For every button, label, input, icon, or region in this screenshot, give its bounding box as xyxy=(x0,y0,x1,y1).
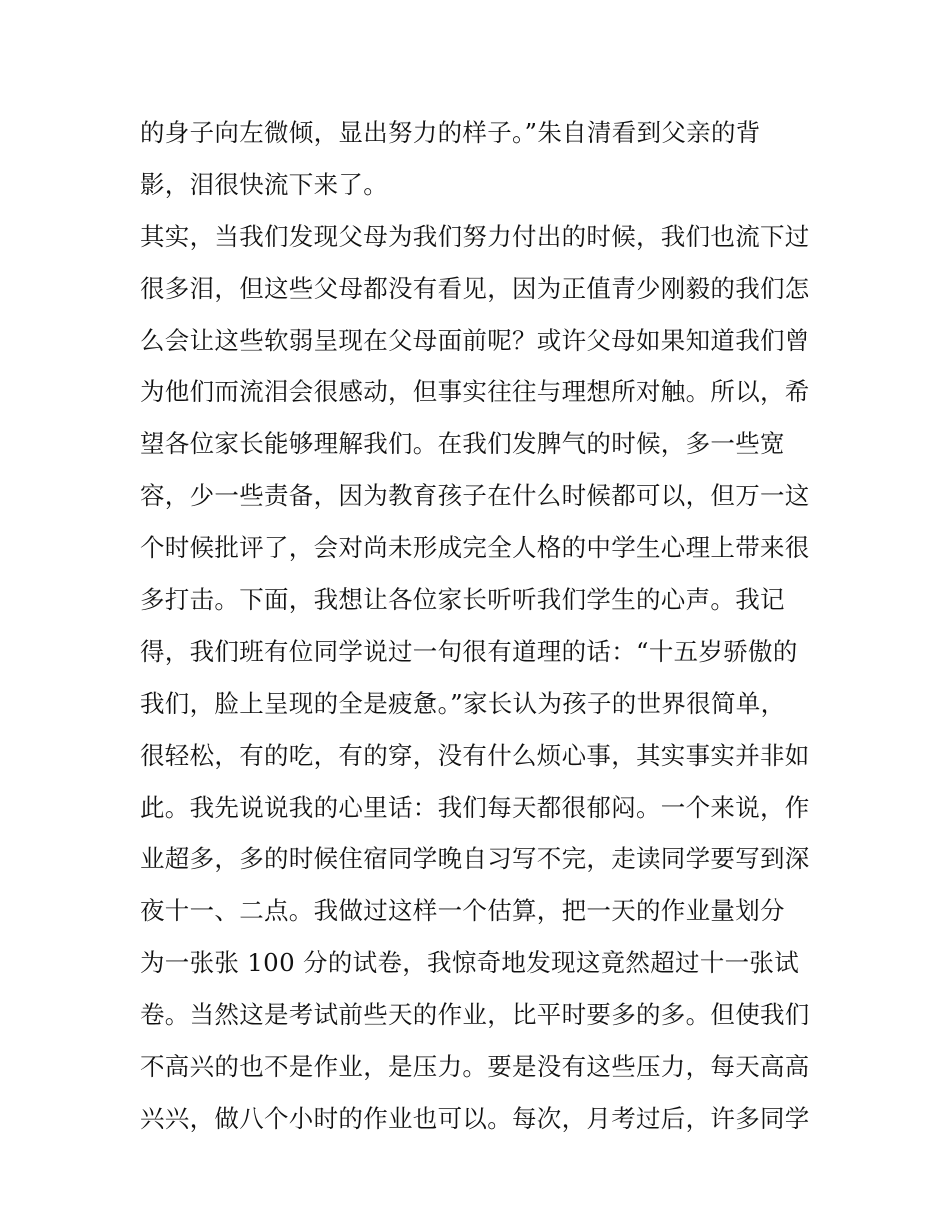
text-line-13: 很轻松，有的吃，有的穿，没有什么烦心事，其实事实并非如 xyxy=(140,740,810,770)
text-line-11: 得，我们班有位同学说过一句很有道理的话：“十五岁骄傲的 xyxy=(140,636,798,666)
text-line-3: 其实，当我们发现父母为我们努力付出的时候，我们也流下过 xyxy=(140,221,810,251)
body-text xyxy=(140,107,820,1145)
text-line-6: 为他们而流泪会很感动，但事实往往与理想所对触。所以，希 xyxy=(140,377,810,407)
text-line-15: 业超多，多的时候住宿同学晚自习写不完，走读同学要写到深 xyxy=(140,844,810,874)
text-line-14: 此。我先说说我的心里话：我们每天都很郁闷。一个来说，作 xyxy=(140,792,810,822)
text-line-12: 我们，脸上呈现的全是疲惫。”家长认为孩子的世界很简单， xyxy=(140,688,786,718)
text-line-5: 么会让这些软弱呈现在父母面前呢？或许父母如果知道我们曾 xyxy=(140,325,810,355)
text-line-10: 多打击。下面，我想让各位家长听听我们学生的心声。我记 xyxy=(140,585,785,615)
text-line-19: 不高兴的也不是作业，是压力。要是没有这些压力，每天高高 xyxy=(140,1052,810,1082)
text-line-2: 影，泪很快流下来了。 xyxy=(140,169,388,199)
text-line-17: 为一张张 100 分的试卷，我惊奇地发现这竟然超过十一张试 xyxy=(140,948,800,978)
text-line-8: 容，少一些责备，因为教育孩子在什么时候都可以，但万一这 xyxy=(140,481,810,511)
text-line-9: 个时候批评了，会对尚未形成完全人格的中学生心理上带来很 xyxy=(140,533,810,563)
text-line-16: 夜十一、二点。我做过这样一个估算，把一天的作业量划分 xyxy=(140,896,785,926)
text-line-7: 望各位家长能够理解我们。在我们发脾气的时候，多一些宽 xyxy=(140,429,785,459)
text-line-20: 兴兴，做八个小时的作业也可以。每次，月考过后，许多同学 xyxy=(140,1103,810,1133)
text-line-18: 卷。当然这是考试前些天的作业，比平时要多的多。但使我们 xyxy=(140,1000,810,1030)
text-line-4: 很多泪，但这些父母都没有看见，因为正值青少刚毅的我们怎 xyxy=(140,273,810,303)
text-line-1: 的身子向左微倾，显出努力的样子。”朱自清看到父亲的背 xyxy=(140,118,761,147)
